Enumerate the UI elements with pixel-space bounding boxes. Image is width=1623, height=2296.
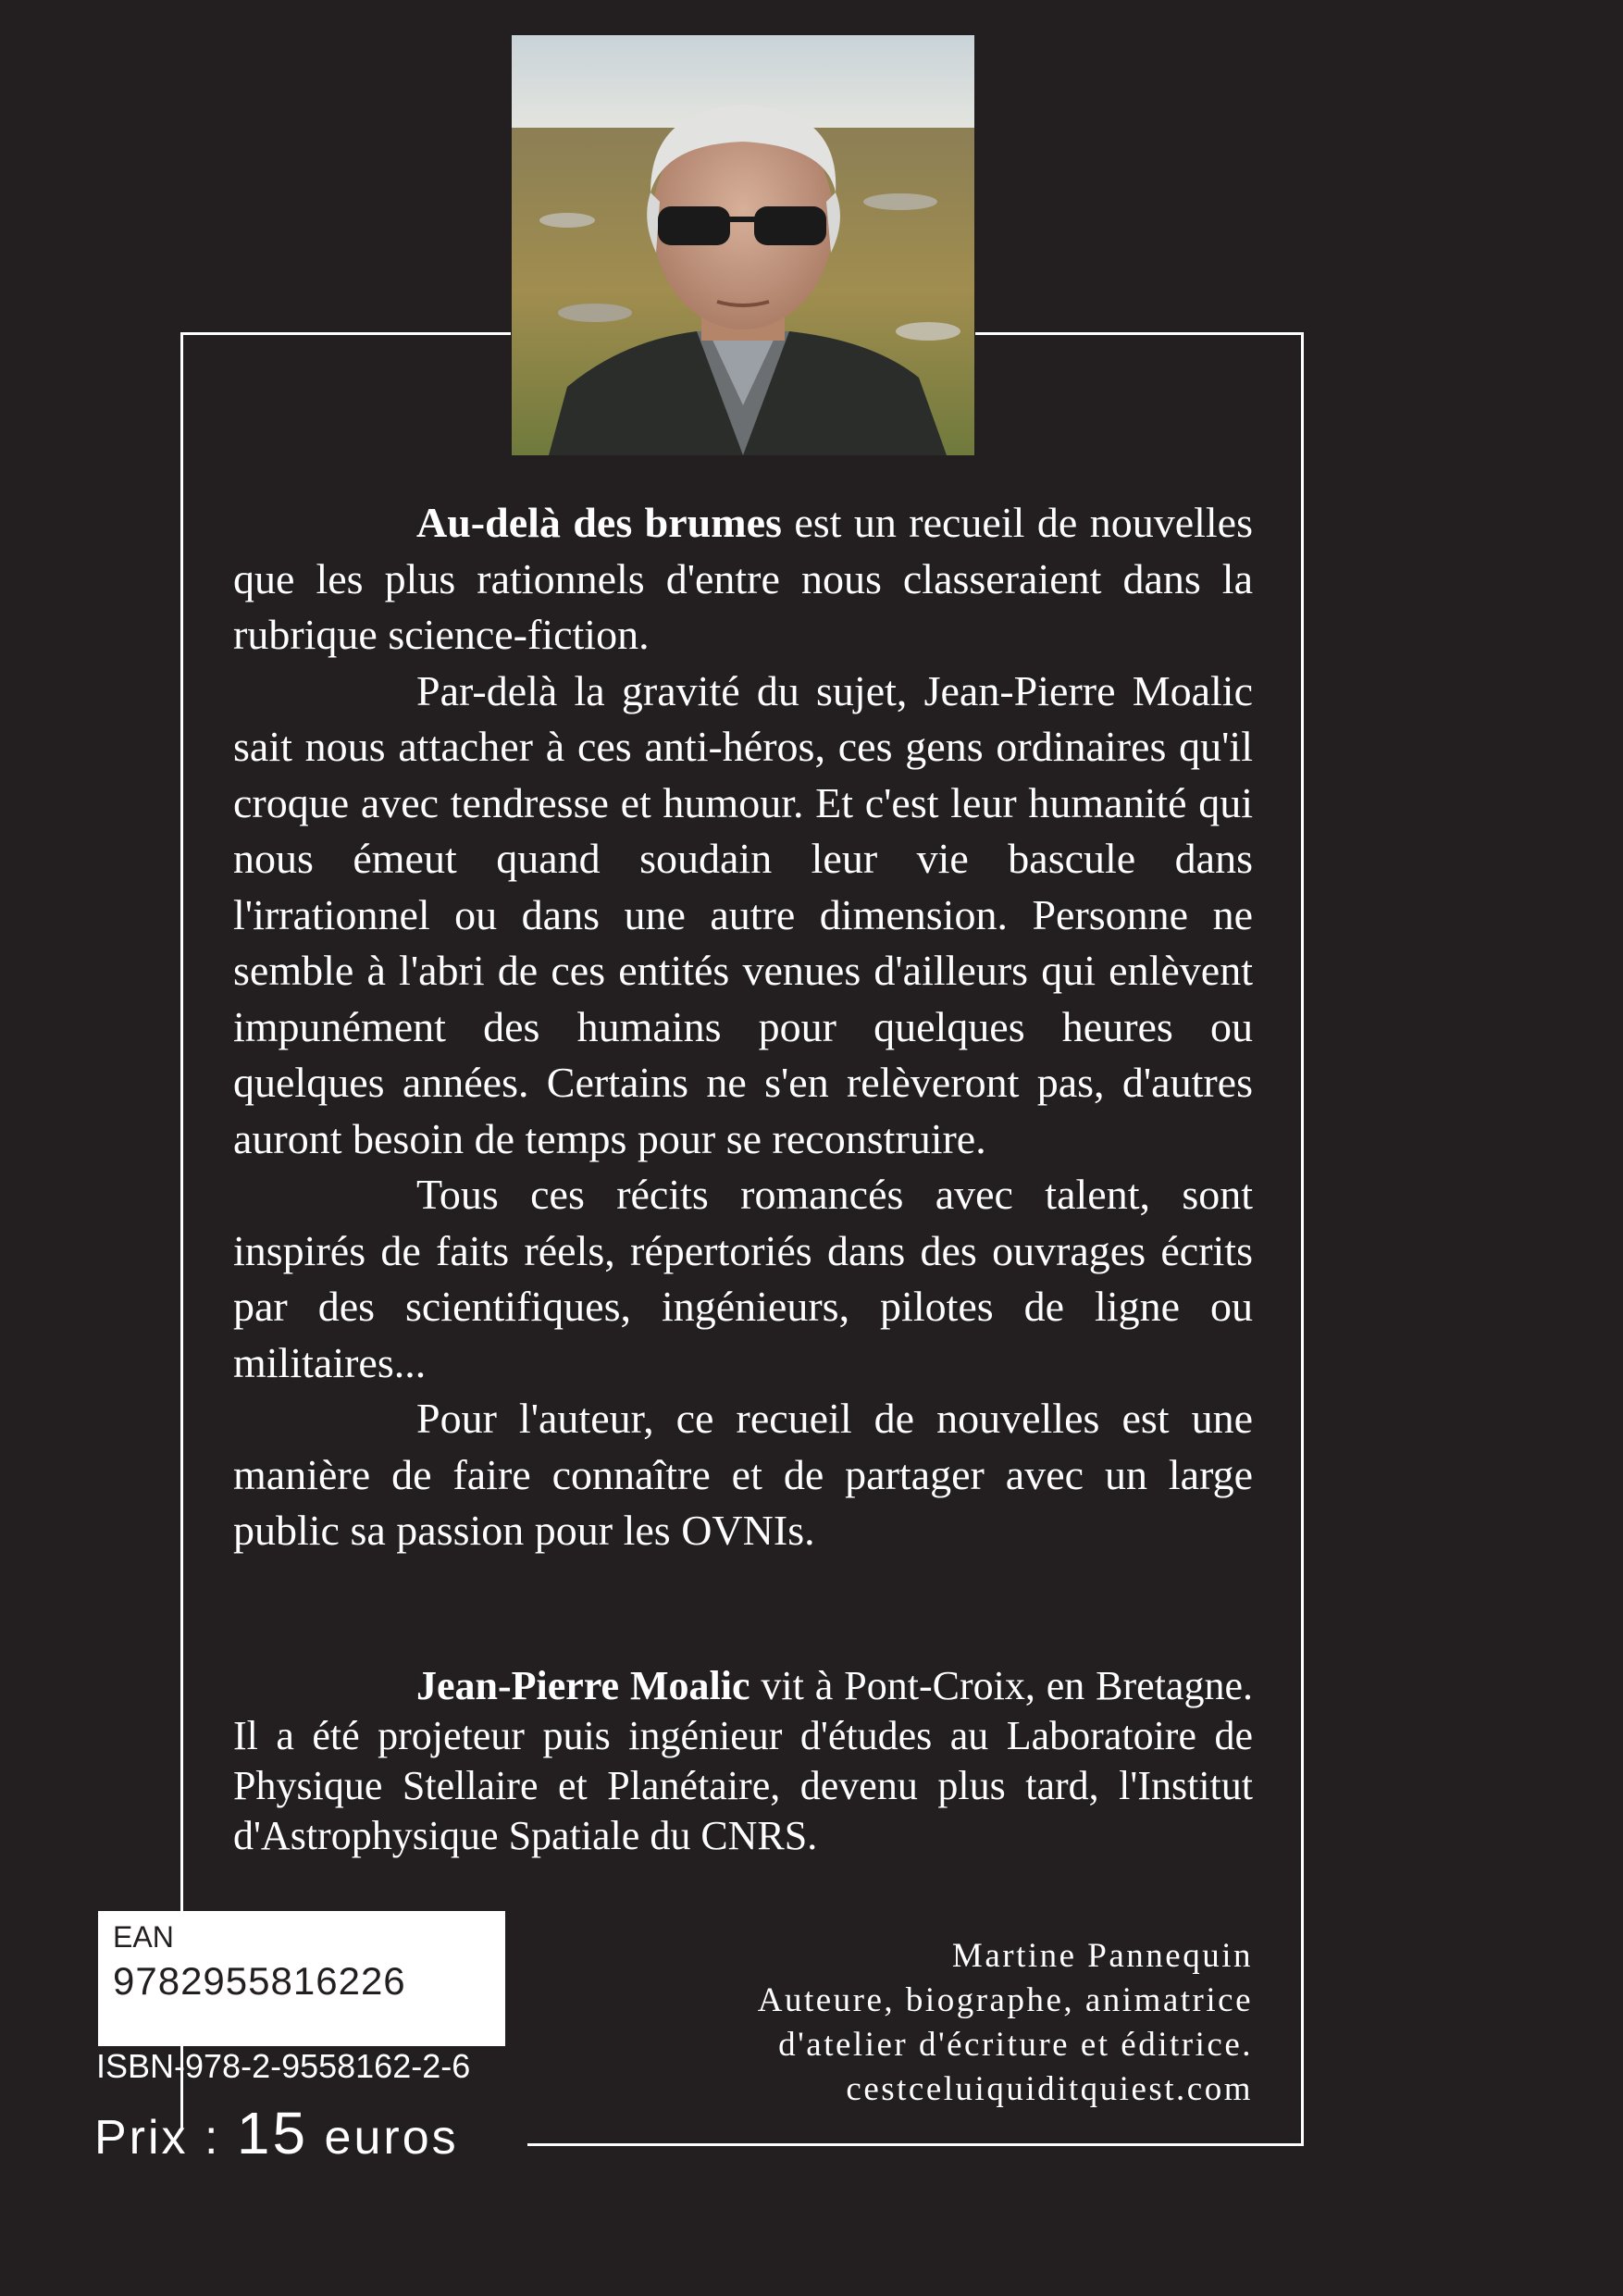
synopsis: [233, 495, 1253, 1559]
price: [94, 2099, 459, 2167]
book-title: Au-delà des brumes: [416, 499, 782, 546]
isbn: ISBN-978-2-9558162-2-6: [96, 2047, 471, 2085]
synopsis-paragraph-1: Au-delà des brumes est un recueil de nouvelles que les plus rationnels d'entre nous classeraient dans la rubrique science-fiction.: [233, 499, 1253, 658]
ean-box: [98, 1911, 505, 2046]
synopsis-paragraph-3: Tous ces récits romancés avec talent, sont inspirés de faits réels, répertoriés dans des ouvrages écrits par des scientifiques, ingénieurs, pilotes de ligne ou militaires...: [233, 1171, 1253, 1386]
author-bio: [233, 1661, 1253, 1861]
author-name: Jean-Pierre Moalic: [416, 1663, 750, 1708]
synopsis-paragraph-2: Par-delà la gravité du sujet, Jean-Pierre Moalic sait nous attacher à ces anti-héros, ces gens ordinaires qu'il croque avec tendresse et humour. Et c'est leur humanité qui nous émeut quand soudain leur vie bascule dans l'irrationnel ou dans une autre dimension. Personne ne semble à l'abri de ces entités venues d'ailleurs qui enlèvent impunément des humains pour quelques heures ou quelques années. Certains ne s'en relèveront pas, d'autres auront besoin de temps pour se reconstruire.: [233, 666, 1253, 1162]
ean-label: EAN: [113, 1920, 174, 1954]
signature-line-1: Auteure, biographe, animatrice: [757, 1981, 1253, 2019]
price-amount: 15: [236, 2100, 309, 2166]
synopsis-paragraph-4: Pour l'auteur, ce recueil de nouvelles est une manière de faire connaître et de partager avec un large public sa passion pour les OVNIs.: [233, 1395, 1253, 1554]
signature-name: Martine Pannequin: [951, 1937, 1253, 1975]
signature-line-2: d'atelier d'écriture et éditrice.: [778, 2026, 1253, 2064]
price-label: Prix :: [94, 2111, 237, 2165]
author-photo: [512, 35, 974, 455]
price-currency: euros: [308, 2111, 459, 2165]
author-bio-paragraph: Jean-Pierre Moalic vit à Pont-Croix, en Bretagne. Il a été projeteur puis ingénieur d'études au Laboratoire de Physique Stellaire et Planétaire, devenu plus tard, l'Institut d'Astrophysique Spatiale du CNRS.: [233, 1663, 1253, 1858]
signature-website: cestceluiquiditquiest.com: [846, 2070, 1253, 2108]
signature: [758, 1934, 1253, 2112]
ean-number: 9782955816226: [113, 1959, 406, 2003]
